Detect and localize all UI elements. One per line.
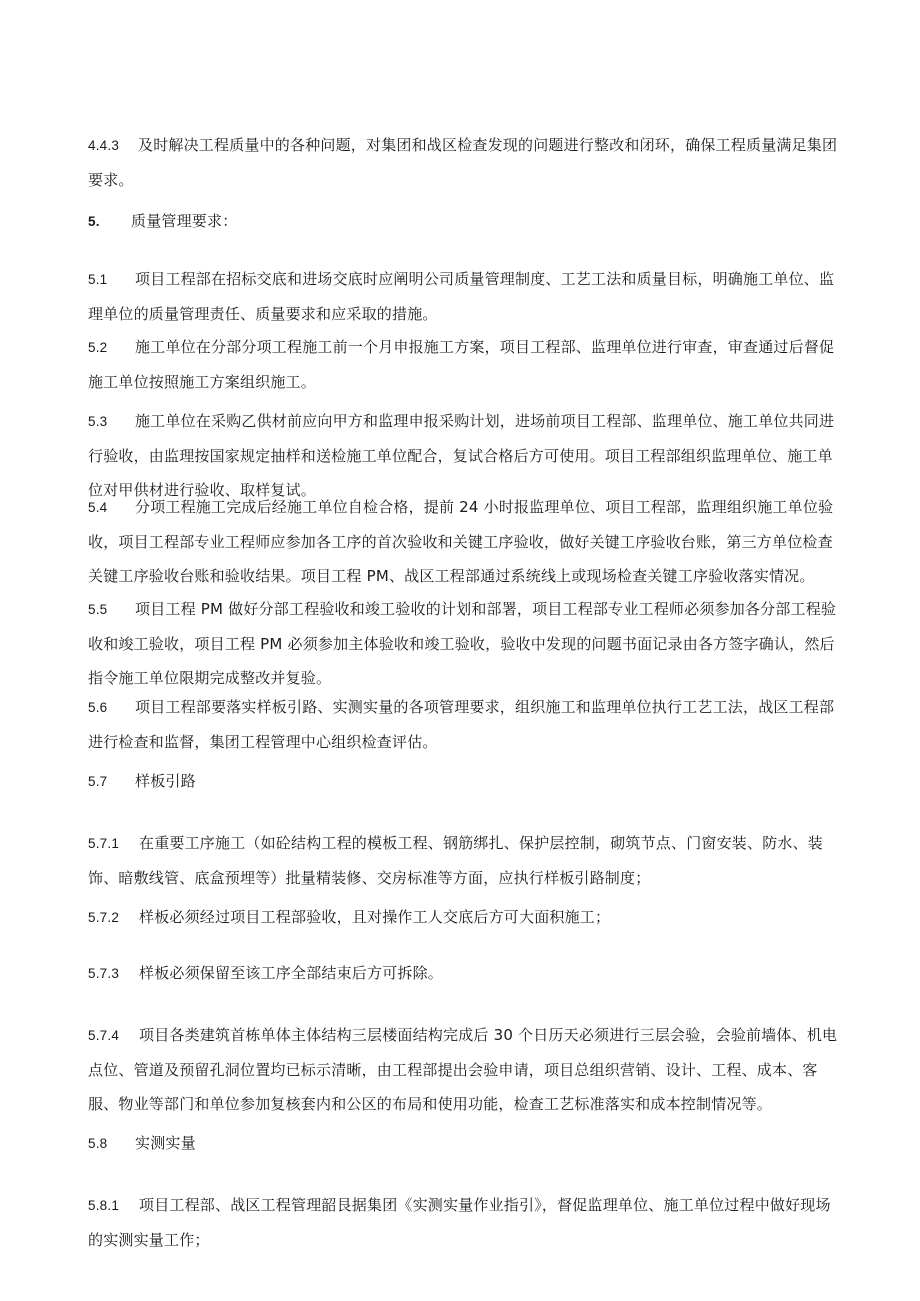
paragraph-5-7-4 — [88, 1018, 840, 1121]
section-number: 4.4.3 — [88, 138, 120, 153]
paragraph-text: 项目各类建筑首栋单体主体结构三层楼面结构完成后 30 个日历天必须进行三层会验，会验前墙体、机电点位、管道及预留孔洞位置均已标示清晰，由工程部提出会验申请，项目总组织营销、设计、工程、成本、客服、物业等部门和单位参加复核套内和公区的布局和使用功能，检查工艺标准落实和成本控制情况等。 — [88, 1026, 838, 1113]
section-heading: 实测实量 — [135, 1134, 196, 1152]
section-number: 5.2 — [88, 340, 108, 355]
section-number: 5.6 — [88, 700, 108, 715]
paragraph-text: 项目工程部在招标交底和进场交底时应阐明公司质量管理制度、工艺工法和质量目标，明确施工单位、监理单位的质量管理责任、质量要求和应采取的措施。 — [88, 270, 835, 323]
paragraph-text: 项目工程 PM 做好分部工程验收和竣工验收的计划和部署，项目工程部专业工程师必须参加各分部工程验收和竣工验收，项目工程 PM 必须参加主体验收和竣工验收，验收中发现的问题书面记录由各方签字确认，然后指令施工单位限期完成整改并复验。 — [88, 600, 837, 687]
paragraph-5-7-2 — [88, 900, 840, 935]
paragraph-5-7-1 — [88, 826, 840, 895]
paragraph-text: 及时解决工程质量中的各种问题，对集团和战区检查发现的问题进行整改和闭环，确保工程质量满足集团要求。 — [88, 136, 838, 189]
section-number: 5. — [88, 214, 100, 229]
section-number: 5.7 — [88, 774, 108, 789]
paragraph-5-2 — [88, 330, 840, 399]
heading-5-8 — [88, 1126, 840, 1161]
section-heading: 样板引路 — [135, 772, 196, 790]
section-number: 5.7.1 — [88, 836, 120, 851]
section-number: 5.7.3 — [88, 966, 120, 981]
section-number: 5.1 — [88, 272, 108, 287]
paragraph-5-1 — [88, 262, 840, 331]
paragraph-text: 施工单位在分部分项工程施工前一个月申报施工方案，项目工程部、监理单位进行审查，审查通过后督促施工单位按照施工方案组织施工。 — [88, 338, 835, 391]
section-heading: 质量管理要求： — [131, 212, 238, 230]
paragraph-text: 样板必须保留至该工序全部结束后方可拆除。 — [139, 964, 444, 982]
heading-5-7 — [88, 764, 840, 799]
section-number: 5.4 — [88, 500, 108, 515]
paragraph-5-8-1 — [88, 1188, 840, 1257]
section-number: 5.8 — [88, 1136, 108, 1151]
section-number: 5.5 — [88, 602, 108, 617]
section-number: 5.8.1 — [88, 1198, 120, 1213]
paragraph-text: 样板必须经过项目工程部验收，且对操作工人交底后方可大面积施工； — [139, 908, 611, 926]
paragraph-5-4 — [88, 490, 840, 593]
paragraph-4-4-3 — [88, 128, 840, 197]
paragraph-text: 分项工程施工完成后经施工单位自检合格，提前 24 小时报监理单位、项目工程部，监理组织施工单位验收，项目工程部专业工程师应参加各工序的首次验收和关键工序验收，做好关键工序验收台账，第三方单位检查关键工序验收台账和验收结果。项目工程 PM、战区工程部通过系统线上或现场检查关键工序验收落实情况。 — [88, 498, 834, 585]
section-number: 5.7.2 — [88, 910, 120, 925]
section-number: 5.3 — [88, 414, 108, 429]
section-number: 5.7.4 — [88, 1028, 120, 1043]
heading-5 — [88, 204, 840, 239]
paragraph-text: 项目工程部、战区工程管理韶艮据集团《实测实量作业指引》，督促监理单位、施工单位过程中做好现场的实测实量工作； — [88, 1196, 831, 1249]
paragraph-5-7-3 — [88, 956, 840, 991]
paragraph-text: 项目工程部要落实样板引路、实测实量的各项管理要求，组织施工和监理单位执行工艺工法，战区工程部进行检查和监督，集团工程管理中心组织检查评估。 — [88, 698, 835, 751]
paragraph-5-6 — [88, 690, 840, 759]
paragraph-text: 在重要工序施工（如砼结构工程的模板工程、钢筋绑扎、保护层控制，砌筑节点、门窗安装、防水、装饰、暗敷线管、底盒预埋等）批量精装修、交房标准等方面，应执行样板引路制度； — [88, 834, 824, 887]
paragraph-text: 施工单位在采购乙供材前应向甲方和监理申报采购计划，进场前项目工程部、监理单位、施工单位共同进行验收，由监理按国家规定抽样和送检施工单位配合，复试合格后方可使用。项目工程部组织监理单位、施工单位对甲供材进行验收、取样复试。 — [88, 412, 835, 499]
paragraph-5-5 — [88, 592, 840, 695]
